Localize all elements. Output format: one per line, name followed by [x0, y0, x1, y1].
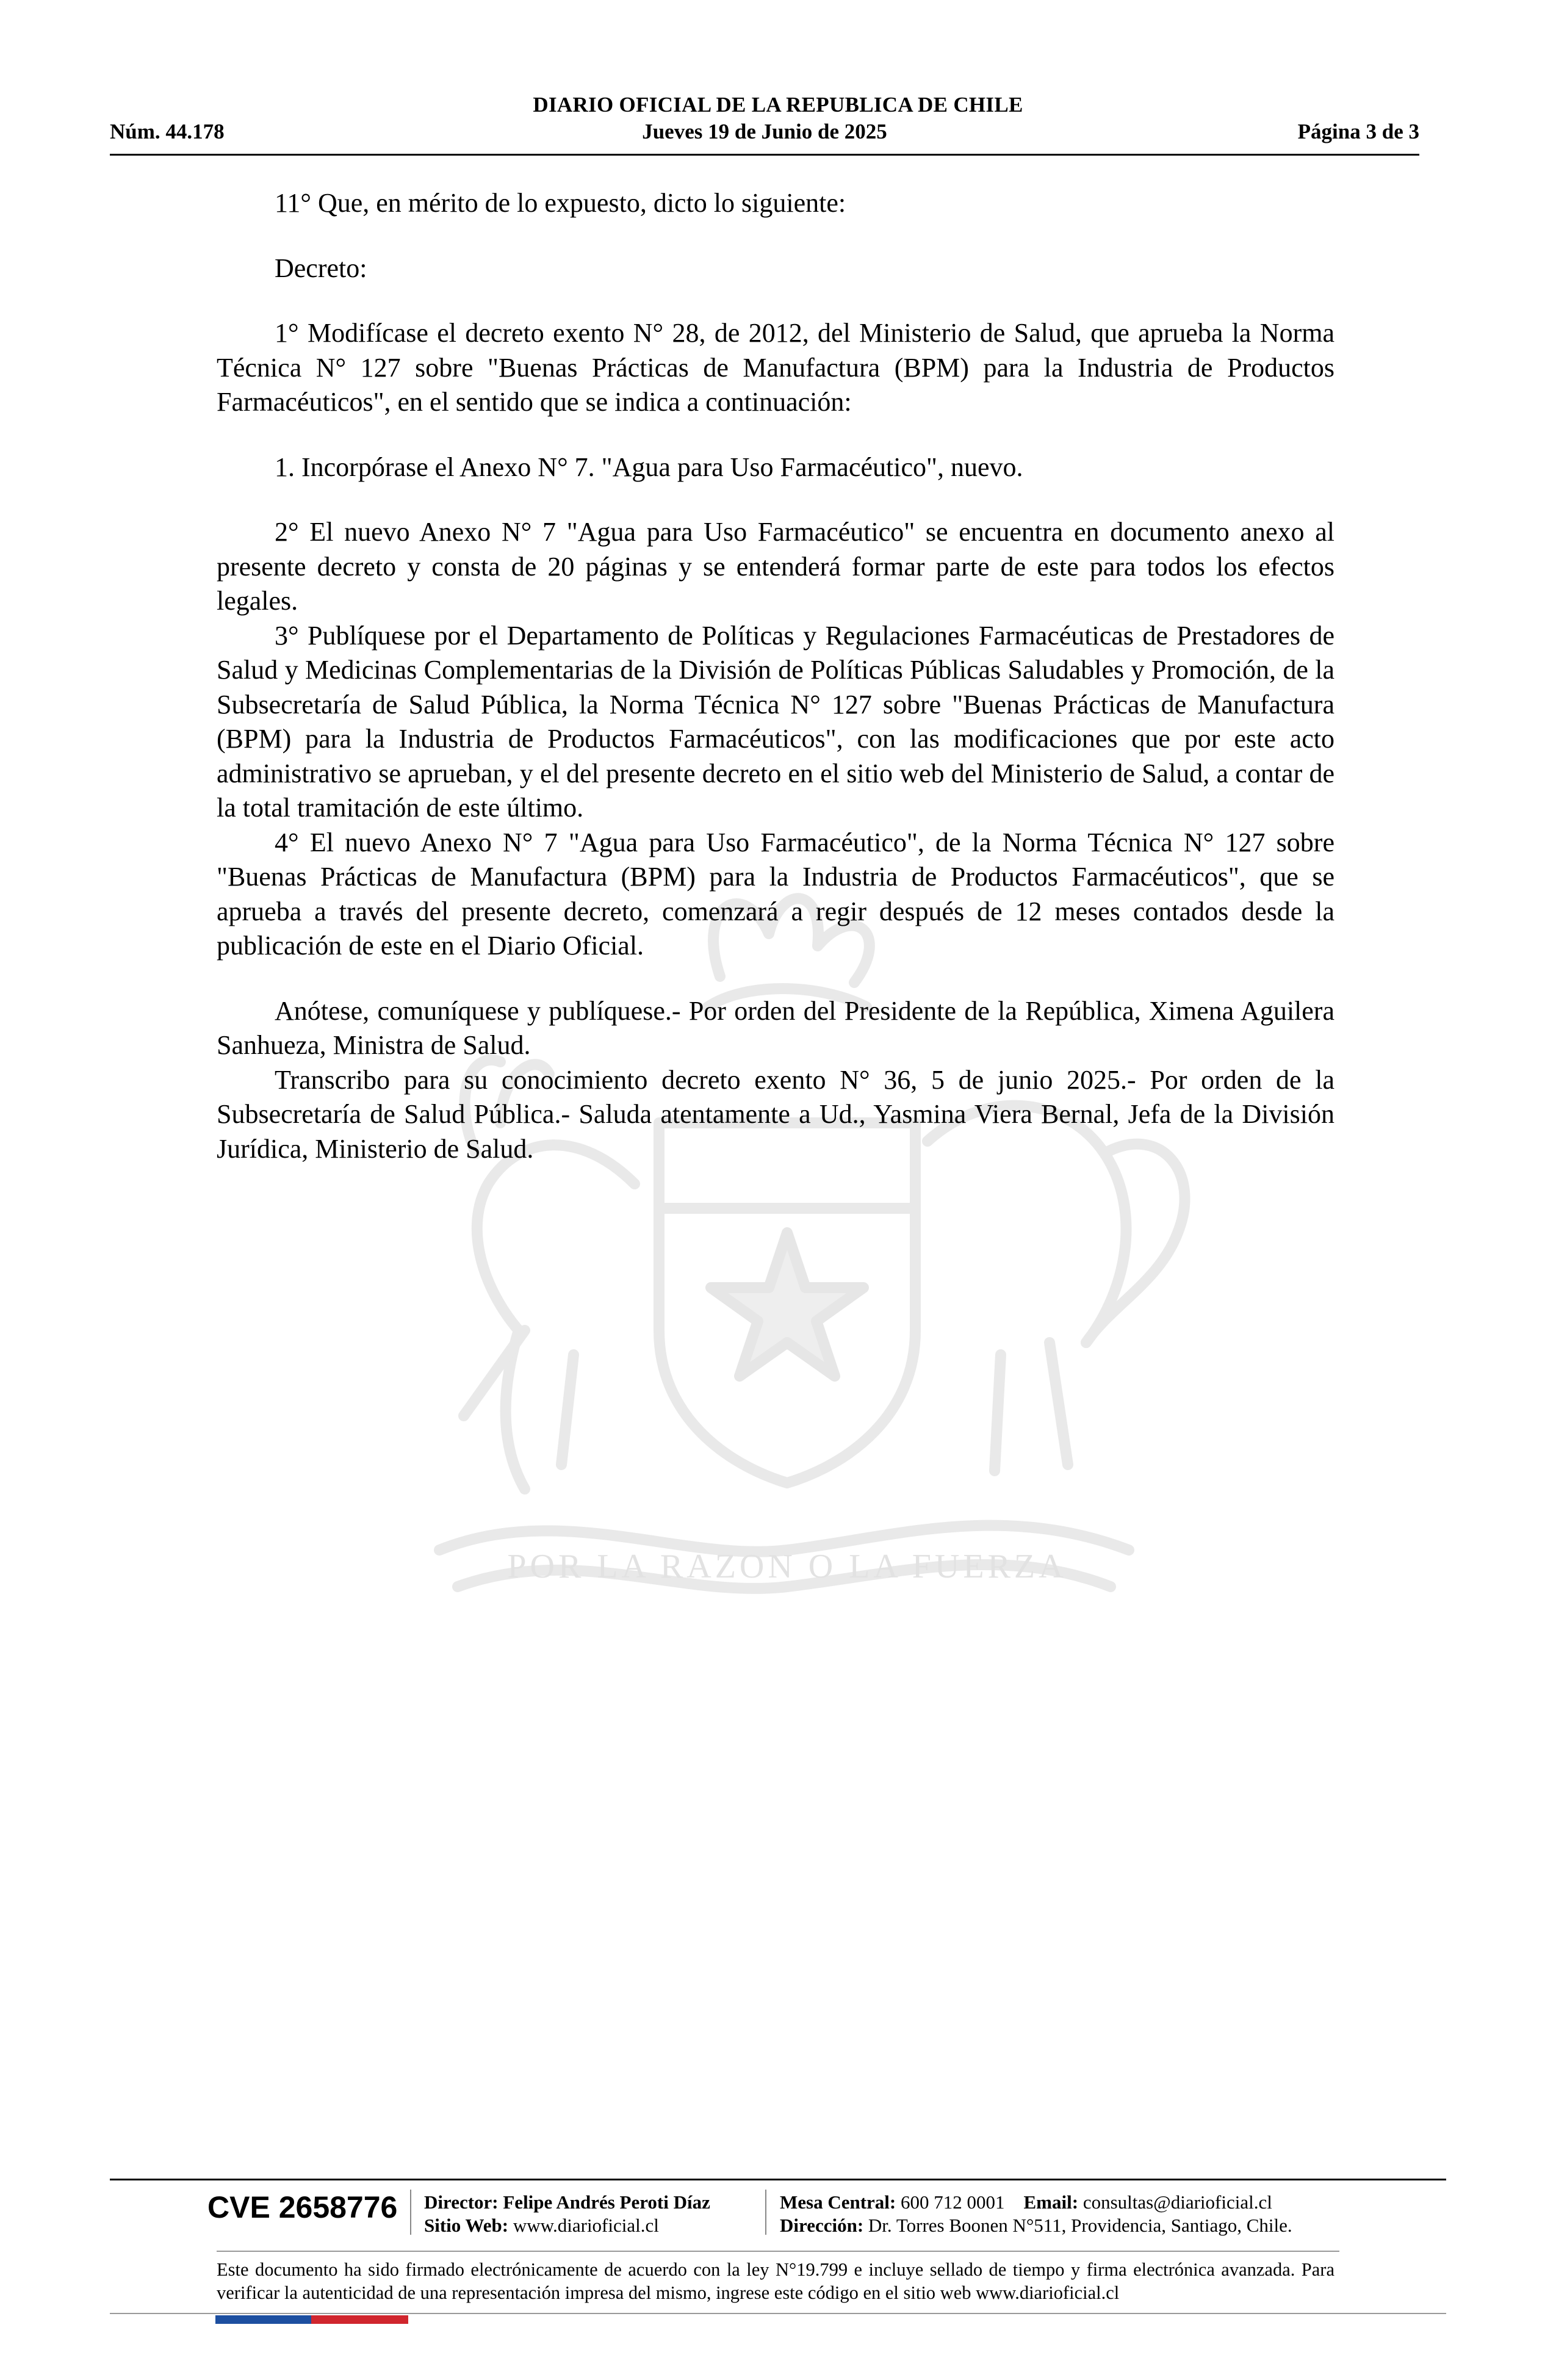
- cve-code: CVE 2658776: [207, 2190, 398, 2224]
- email-label: Email:: [1023, 2191, 1079, 2213]
- issue-number: Núm. 44.178: [110, 120, 225, 143]
- address-label: Dirección:: [780, 2215, 864, 2236]
- footer-director-block: [424, 2191, 710, 2237]
- header-row: [110, 120, 1419, 148]
- footer-separator: [765, 2190, 766, 2235]
- address-value: Dr. Torres Boonen N°511, Providencia, Santiago, Chile.: [868, 2215, 1292, 2236]
- paragraph-transcription: Transcribo para su conocimiento decreto exento N° 36, 5 de junio 2025.- Por orden de la Subsecretaría de Salud Pública.- Saluda atentamente a Ud., Yasmina Viera Bernal, Jefa de la División Jurídica, Ministerio de Salud.: [217, 1064, 1334, 1164]
- paragraph-article-4: 4° El nuevo Anexo N° 7 "Agua para Uso Farmacéutico", de la Norma Técnica N° 127 sobre "Buenas Prácticas de Manufactura (BPM) para la Industria de Productos Farmacéuticos", que se aprueba a través del presente decreto, comenzará a regir después de 12 meses contados desde la publicación de este en el Diario Oficial.: [217, 827, 1334, 961]
- paragraph-considerando-11: 11° Que, en mérito de lo expuesto, dicto lo siguiente:: [275, 188, 846, 218]
- director-name: Felipe Andrés Peroti Díaz: [503, 2191, 710, 2213]
- footer-divider-mid: [217, 2251, 1339, 2252]
- coat-of-arms-motto: POR LA RAZON O LA FUERZA: [507, 1548, 1067, 1585]
- flag-red-segment: [311, 2315, 408, 2324]
- mesa-phone: 600 712 0001: [901, 2191, 1005, 2213]
- flag-color-bar: [215, 2315, 408, 2324]
- paragraph-item-1: 1. Incorpórase el Anexo N° 7. "Agua para Uso Farmacéutico", nuevo.: [275, 452, 1023, 482]
- paragraph-decreto-heading: Decreto:: [275, 253, 367, 283]
- footer-divider-top: [110, 2179, 1446, 2180]
- newspaper-title: DIARIO OFICIAL DE LA REPUBLICA DE CHILE: [533, 93, 1023, 117]
- decree-body: [217, 186, 1334, 1166]
- footer-divider-bottom: [110, 2313, 1446, 2314]
- issue-date: Jueves 19 de Junio de 2025: [642, 120, 887, 143]
- electronic-signature-note: Este documento ha sido firmado electrónicamente de acuerdo con la ley N°19.799 e incluye sellado de tiempo y firma electrónica avanzada. Para verificar la autenticidad de una representación impresa del mismo, ingrese este código en el sitio web www.diarioficial.cl: [217, 2259, 1334, 2303]
- paragraph-article-3: 3° Publíquese por el Departamento de Políticas y Regulaciones Farmacéuticas de Prestadores de Salud y Medicinas Complementarias de la División de Políticas Públicas Saludables y Promoción, de la Subsecretaría de Salud Pública, la Norma Técnica N° 127 sobre "Buenas Prácticas de Manufactura (BPM) para la Industria de Productos Farmacéuticos", con las modificaciones que por este acto administrativo se aprueban, y el del presente decreto en el sitio web del Ministerio de Salud, a contar de la total tramitación de este último.: [217, 620, 1334, 823]
- website-link[interactable]: www.diarioficial.cl: [513, 2215, 659, 2236]
- paragraph-closing: Anótese, comuníquese y publíquese.- Por orden del Presidente de la República, Ximena Aguilera Sanhueza, Ministra de Salud.: [217, 995, 1334, 1060]
- website-label: Sitio Web:: [424, 2215, 509, 2236]
- flag-blue-segment: [215, 2315, 311, 2324]
- email-link[interactable]: consultas@diarioficial.cl: [1082, 2191, 1272, 2213]
- footer-contact-block: [780, 2191, 1292, 2237]
- mesa-label: Mesa Central:: [780, 2191, 896, 2213]
- footer-separator: [410, 2190, 411, 2235]
- paragraph-article-2: 2° El nuevo Anexo N° 7 "Agua para Uso Farmacéutico" se encuentra en documento anexo al presente decreto y consta de 20 páginas y se entenderá formar parte de este para todos los efectos legales.: [217, 517, 1334, 616]
- director-label: Director:: [424, 2191, 499, 2213]
- page-indicator: Página 3 de 3: [1297, 120, 1419, 143]
- header-divider: [110, 154, 1419, 156]
- paragraph-article-1: 1° Modifícase el decreto exento N° 28, de 2012, del Ministerio de Salud, que aprueba la Norma Técnica N° 127 sobre "Buenas Prácticas de Manufactura (BPM) para la Industria de Productos Farmacéuticos", en el sentido que se indica a continuación:: [217, 318, 1334, 417]
